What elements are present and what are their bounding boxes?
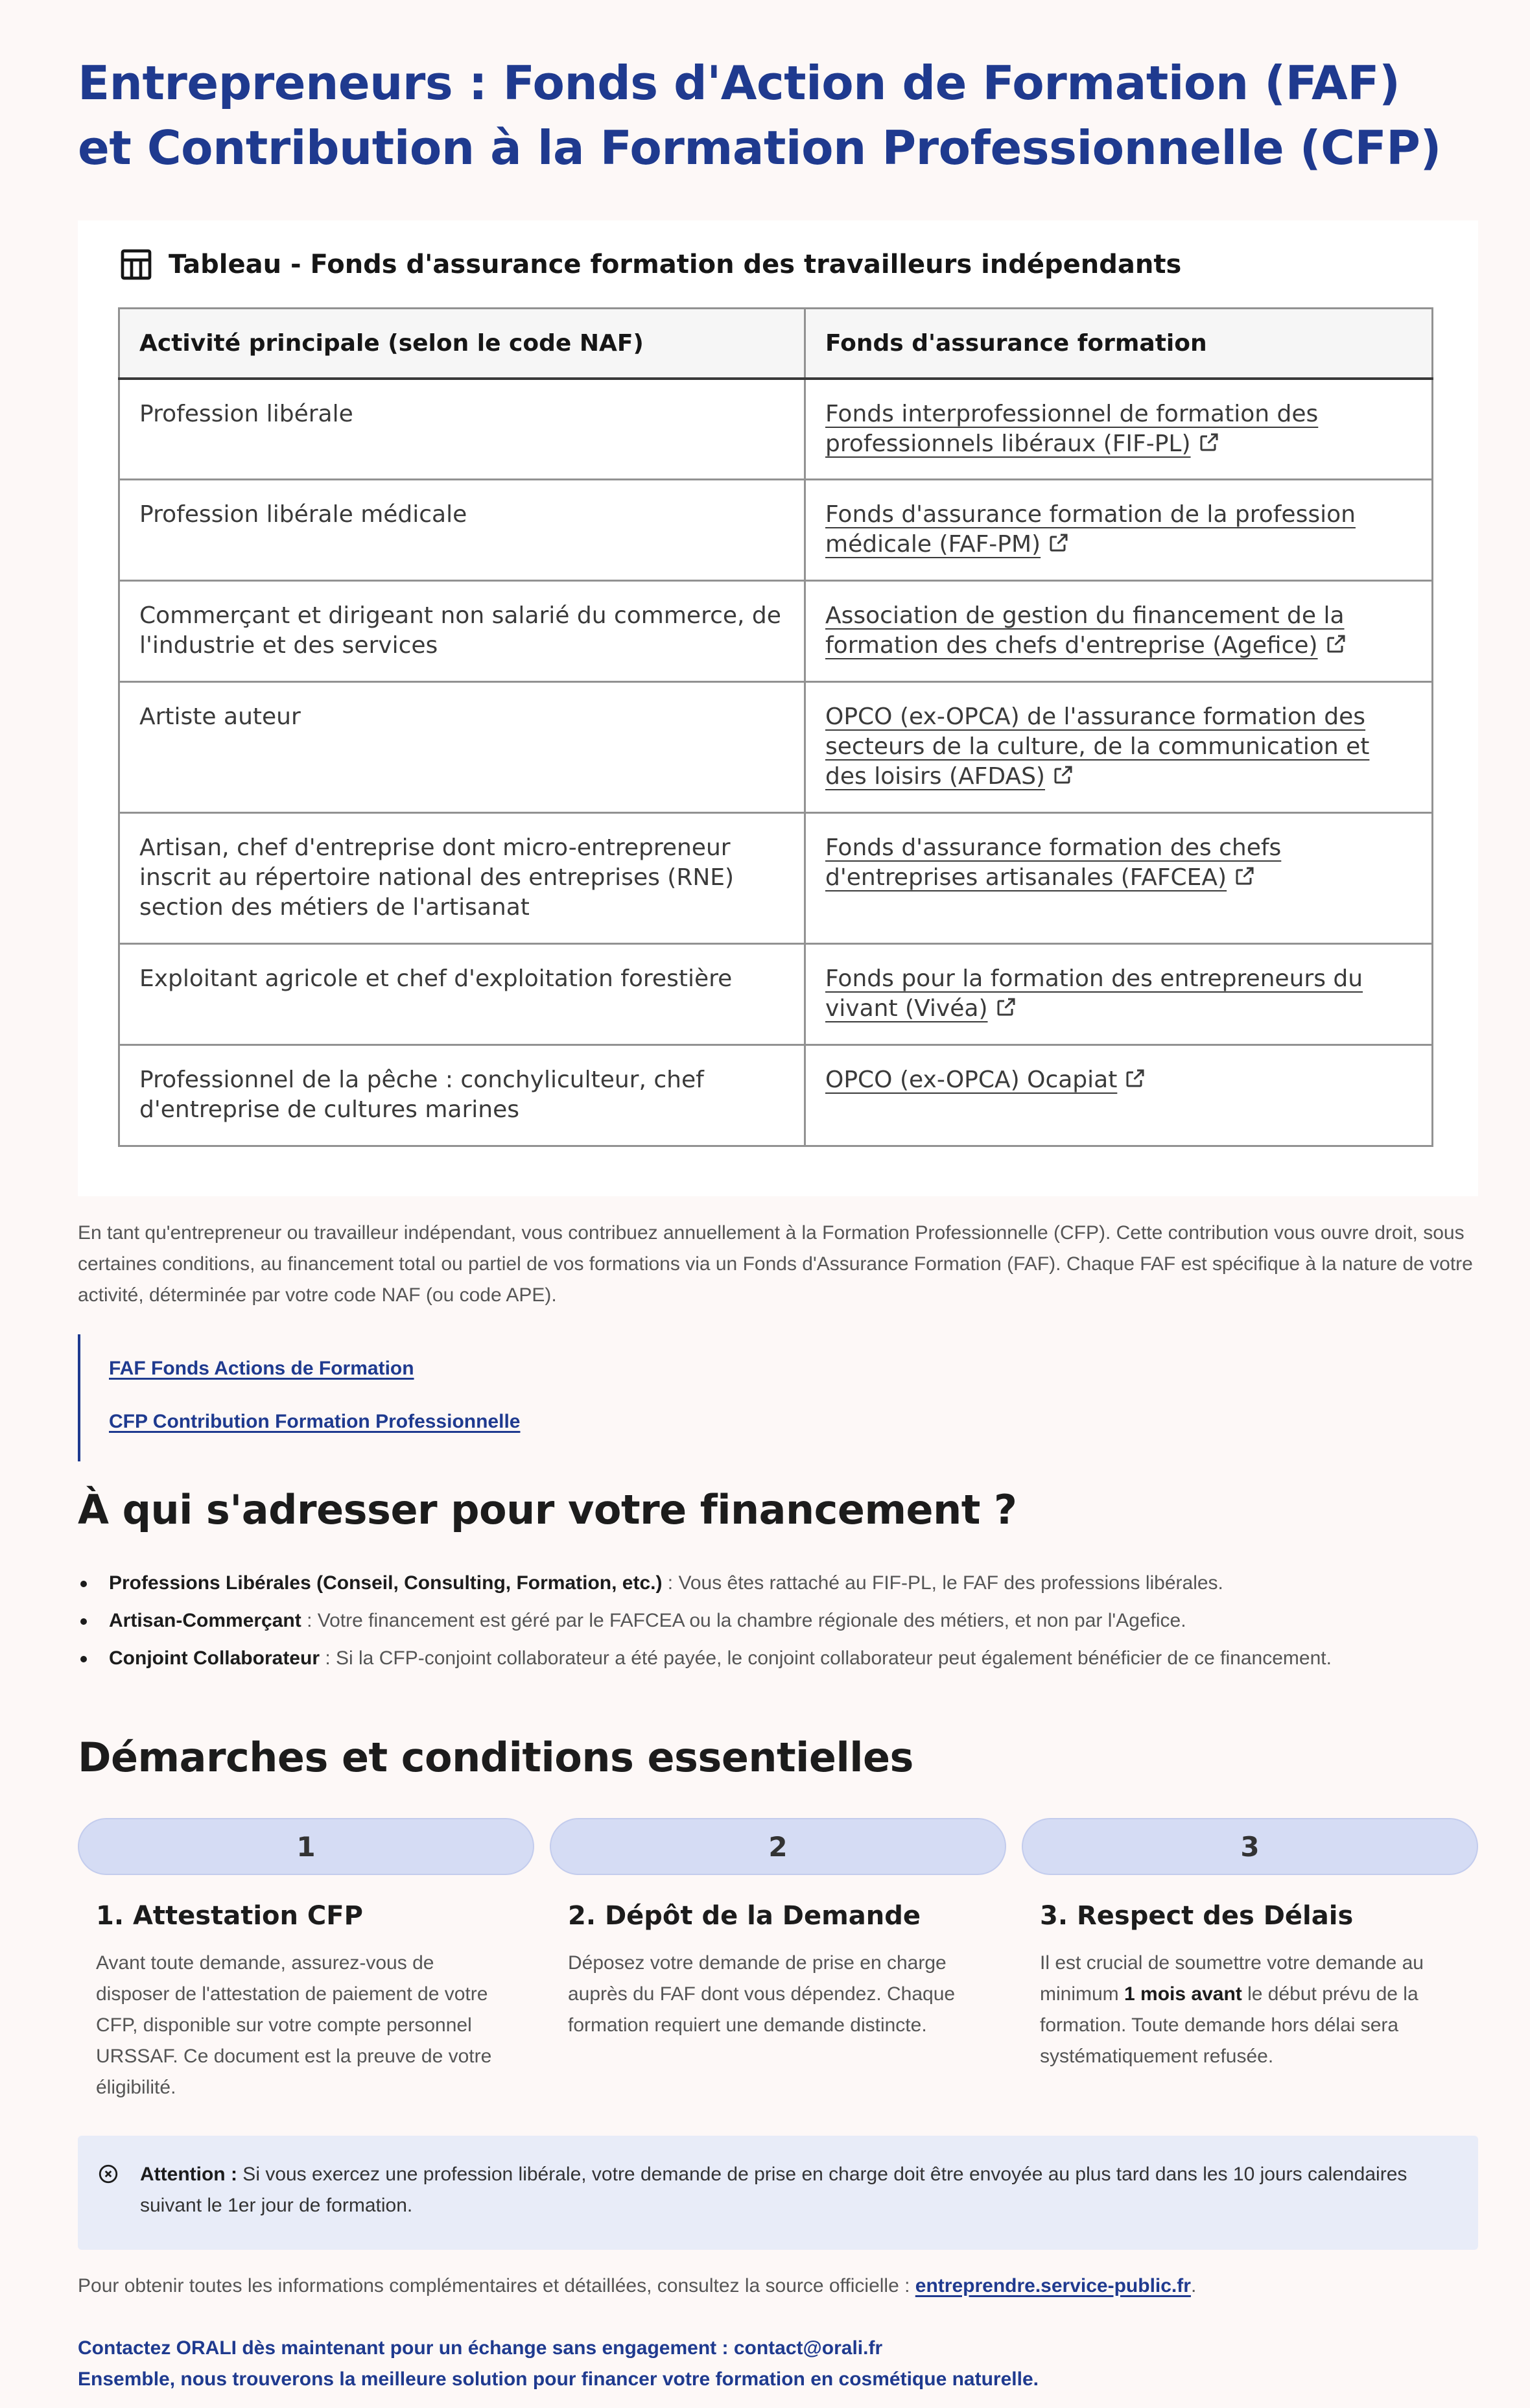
contact-line-2: Ensemble, nous trouverons la meilleure solution pour financer votre formation en cosmétique naturelle.: [78, 2368, 1039, 2390]
funds-table: [118, 307, 1433, 1147]
table-caption: [118, 239, 1181, 290]
fund-link-afdas[interactable]: OPCO (ex-OPCA) de l'assurance formation des secteurs de la culture, de la communication et des loisirs (AFDAS): [825, 703, 1370, 790]
fund-cell: [805, 379, 1433, 480]
close-circle-icon: [97, 2163, 119, 2185]
activity-cell: Professionnel de la pêche : conchyliculteur, chef d'entreprise de cultures marines: [119, 1045, 805, 1146]
activity-cell: Commerçant et dirigeant non salarié du commerce, de l'industrie et des services: [119, 581, 805, 682]
faf-link[interactable]: FAF Fonds Actions de Formation: [109, 1358, 414, 1379]
fund-link-fafcea[interactable]: Fonds d'assurance formation des chefs d'entreprises artisanales (FAFCEA): [825, 834, 1282, 891]
step-text: Avant toute demande, assurez-vous de disposer de l'attestation de paiement de votre CFP, disponible sur votre compte personnel URSSAF. Ce document est la preuve de votre éligibilité.: [96, 1952, 492, 2098]
activity-cell: Exploitant agricole et chef d'exploitation forestière: [119, 944, 805, 1045]
list-item: [78, 1643, 1478, 1674]
list-item-text: : Votre financement est géré par le FAFCEA ou la chambre régionale des métiers, et non par l'Agefice.: [301, 1610, 1186, 1631]
table-row: [119, 581, 1433, 682]
step-card-1: [78, 1818, 534, 2103]
contact-block: [78, 2333, 1478, 2395]
activity-cell: Artiste auteur: [119, 682, 805, 813]
fund-link-agefice[interactable]: Association de gestion du financement de la formation des chefs d'entreprise (Agefice): [825, 602, 1348, 659]
step-text: Déposez votre demande de prise en charge auprès du FAF dont vous dépendez. Chaque formation requiert une demande distincte.: [568, 1952, 956, 2036]
table-caption-text: Tableau - Fonds d'assurance formation des travailleurs indépendants: [169, 250, 1182, 279]
list-item: [78, 1568, 1478, 1599]
step-card-3: [1022, 1818, 1478, 2072]
list-item: [78, 1605, 1478, 1636]
financement-heading: À qui s'adresser pour votre financement ?: [78, 1486, 1017, 1533]
list-item-label: Artisan-Commerçant: [109, 1610, 301, 1631]
external-link-icon: [1052, 763, 1075, 786]
list-item-label: Professions Libérales (Conseil, Consulting, Formation, etc.): [109, 1572, 663, 1594]
step-card-2: [550, 1818, 1006, 2041]
table-row: [119, 682, 1433, 813]
fund-cell: [805, 682, 1433, 813]
fund-cell: [805, 944, 1433, 1045]
step-title: 2. Dépôt de la Demande: [568, 1901, 921, 1931]
activity-cell: Artisan, chef d'entreprise dont micro-entrepreneur inscrit au répertoire national des entreprises (RNE) section des métiers de l'artisanat: [119, 813, 805, 944]
table-icon: [118, 246, 154, 283]
step-title: 1. Attestation CFP: [96, 1901, 363, 1931]
related-links: [78, 1334, 726, 1461]
external-link-icon: [1124, 1067, 1147, 1090]
fund-cell: [805, 1045, 1433, 1146]
activity-cell: Profession libérale médicale: [119, 480, 805, 581]
table-row: [119, 480, 1433, 581]
step-text: Il est crucial de soumettre votre demande au minimum 1 mois avant le début prévu de la formation. Toute demande hors délai sera systématiquement refusée.: [1040, 1952, 1424, 2067]
cfp-link[interactable]: CFP Contribution Formation Professionnelle: [109, 1411, 521, 1432]
source-link[interactable]: entreprendre.service-public.fr: [915, 2275, 1191, 2296]
table-row: [119, 813, 1433, 944]
external-link-icon: [1197, 431, 1221, 454]
step-number-pill: 2: [550, 1818, 1006, 1875]
step-number-pill: 1: [78, 1818, 534, 1875]
fund-cell: [805, 813, 1433, 944]
funds-table-card: [78, 220, 1478, 1196]
list-item-label: Conjoint Collaborateur: [109, 1647, 320, 1669]
demarches-heading: Démarches et conditions essentielles: [78, 1734, 913, 1781]
fund-cell: [805, 480, 1433, 581]
header-fund: Fonds d'assurance formation: [805, 309, 1433, 379]
external-link-icon: [995, 995, 1018, 1019]
fund-link-vivea[interactable]: Fonds pour la formation des entrepreneurs du vivant (Vivéa): [825, 965, 1363, 1022]
step-number-pill: 3: [1022, 1818, 1478, 1875]
activity-cell: Profession libérale: [119, 379, 805, 480]
fund-link-fif-pl[interactable]: Fonds interprofessionnel de formation des professionnels libéraux (FIF-PL): [825, 400, 1319, 457]
list-item-text: : Vous êtes rattaché au FIF-PL, le FAF des professions libérales.: [662, 1572, 1223, 1594]
table-row: [119, 1045, 1433, 1146]
table-row: [119, 944, 1433, 1045]
fund-link-ocapiat[interactable]: OPCO (ex-OPCA) Ocapiat: [825, 1067, 1147, 1093]
step-title: 3. Respect des Délais: [1040, 1901, 1354, 1931]
external-link-icon: [1047, 531, 1070, 554]
fund-link-faf-pm[interactable]: Fonds d'assurance formation de la profession médicale (FAF-PM): [825, 501, 1356, 558]
list-item-text: : Si la CFP-conjoint collaborateur a été payée, le conjoint collaborateur peut également bénéficier de ce financement.: [320, 1647, 1332, 1669]
page-title: Entrepreneurs : Fonds d'Action de Formation (FAF) et Contribution à la Formation Professionnelle (CFP): [78, 56, 1441, 175]
table-header-row: [119, 309, 1433, 379]
alert-text: Si vous exercez une profession libérale, votre demande de prise en charge doit être envoyée au plus tard dans les 10 jours calendaires suivant le 1er jour de formation.: [140, 2164, 1407, 2216]
alert-label: Attention :: [140, 2164, 237, 2185]
step-text-emphasis: 1 mois avant: [1124, 1983, 1242, 2005]
external-link-icon: [1324, 632, 1348, 655]
external-link-icon: [1233, 864, 1256, 888]
intro-paragraph: En tant qu'entrepreneur ou travailleur indépendant, vous contribuez annuellement à la Formation Professionnelle (CFP). Cette contribution vous ouvre droit, sous certaines conditions, au financement total ou partiel de vos formations via un Fonds d'Assurance Formation (FAF). Chaque FAF est spécifique à la nature de votre activité, déterminée par votre code NAF (ou code APE).: [78, 1222, 1473, 1306]
financement-list: [78, 1568, 1478, 1681]
attention-alert: [78, 2136, 1478, 2250]
source-paragraph: Pour obtenir toutes les informations complémentaires et détaillées, consultez la source officielle : entreprendre.service-public.fr.: [78, 2275, 1197, 2296]
table-row: [119, 379, 1433, 480]
contact-line-1: Contactez ORALI dès maintenant pour un échange sans engagement : contact@orali.fr: [78, 2337, 883, 2359]
fund-cell: [805, 581, 1433, 682]
header-activity: Activité principale (selon le code NAF): [119, 309, 805, 379]
